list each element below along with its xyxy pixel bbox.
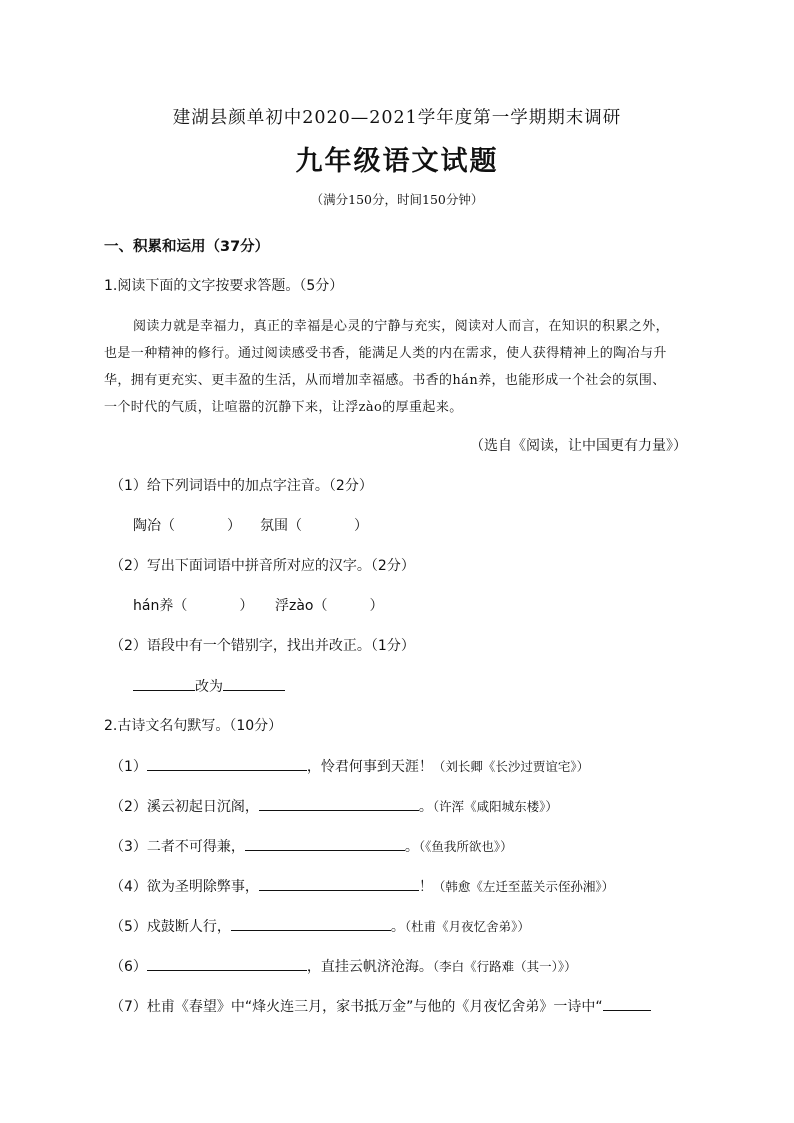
answer-blank[interactable] (259, 795, 419, 811)
poem-source: （许浑《咸阳城东楼》） (432, 799, 558, 814)
exam-note: （满分150分，时间150分钟） (310, 192, 484, 207)
passage-line: 也是一种精神的修行。通过阅读感受书香，能满足人类的内在需求，使人获得精神上的陶冶与升 (104, 346, 667, 361)
hanzi-answer-2: 浮zào（ ） (275, 598, 384, 614)
school-title: 建湖县颜单初中2020—2021学年度第一学期期末调研 (172, 108, 622, 128)
passage-line: 华，拥有更充实、更丰盈的生活，从而增加幸福感。书香的hán养，也能形成一个社会的氛围、 (104, 373, 666, 388)
word-label: hán养（ (133, 598, 188, 614)
answer-blank[interactable] (147, 955, 307, 971)
word-label: 浮zào（ (275, 598, 328, 614)
pinyin-answer-2: 氛围（ ） (260, 518, 368, 534)
q1-prompt: 1.阅读下面的文字按要求答题。（5分） (104, 278, 344, 294)
answer-blank[interactable] (245, 835, 405, 851)
poem-item: （6） ，直挂云帆济沧海。（李白《行路难（其一）》） (110, 955, 577, 976)
answer-blank[interactable] (147, 755, 307, 771)
answer-blank[interactable] (603, 995, 651, 1011)
poem-source: （刘长卿《长沙过贾谊宅》） (432, 759, 590, 774)
poem-source: （杜甫《月夜忆舍弟》） (404, 919, 530, 934)
passage-line: 阅读力就是幸福力，真正的幸福是心灵的宁静与充实，阅读对人而言，在知识的积累之外， (133, 319, 670, 334)
q1-sub2: （2）写出下面词语中拼音所对应的汉字。（2分） (110, 558, 415, 574)
poem-item: （4）欲为圣明除弊事， ！（韩愈《左迁至蓝关示侄孙湘》） (110, 875, 614, 896)
exam-title: 九年级语文试题 (295, 146, 499, 177)
answer-blank[interactable] (223, 675, 285, 691)
passage-line: 一个时代的气质，让喧嚣的沉静下来，让浮zào的厚重起来。 (104, 400, 463, 415)
passage-source: （选自《阅读，让中国更有力量》） (470, 438, 687, 454)
q1-sub3: （2）语段中有一个错别字，找出并改正。（1分） (110, 638, 415, 654)
poem-source: （《鱼我所欲也》） (418, 839, 513, 854)
poem-item: （3）二者不可得兼， 。（《鱼我所欲也》） (110, 835, 513, 856)
answer-blank[interactable] (133, 675, 195, 691)
answer-blank[interactable] (259, 875, 419, 891)
word-label: 氛围（ (260, 518, 302, 534)
poem-source: （李白《行路难（其一）》） (432, 959, 577, 974)
change-label: 改为 (195, 679, 223, 695)
poem-source: （韩愈《左迁至蓝关示侄孙湘》） (432, 879, 615, 894)
q1-sub1: （1）给下列词语中的加点字注音。（2分） (110, 478, 373, 494)
section-heading: 一、积累和运用（37分） (104, 239, 270, 255)
correction-answer (133, 675, 285, 696)
q2-prompt: 2.古诗文名句默写。（10分） (104, 718, 283, 734)
poem-item: （2）溪云初起日沉阁， 。（许浑《咸阳城东楼》） (110, 795, 558, 816)
answer-blank[interactable] (231, 915, 391, 931)
pinyin-answer-1: 陶冶（ ） (133, 518, 241, 534)
poem-item-7: （7）杜甫《春望》中“烽火连三月，家书抵万金”与他的《月夜忆舍弟》一诗中“ (110, 995, 651, 1016)
word-label: 陶冶（ (133, 518, 175, 534)
poem-item: （1） ，怜君何事到天涯！（刘长卿《长沙过贾谊宅》） (110, 755, 589, 776)
hanzi-answer-1: hán养（ ） (133, 598, 254, 614)
poem-item: （5）戍鼓断人行， 。（杜甫《月夜忆舍弟》） (110, 915, 530, 936)
